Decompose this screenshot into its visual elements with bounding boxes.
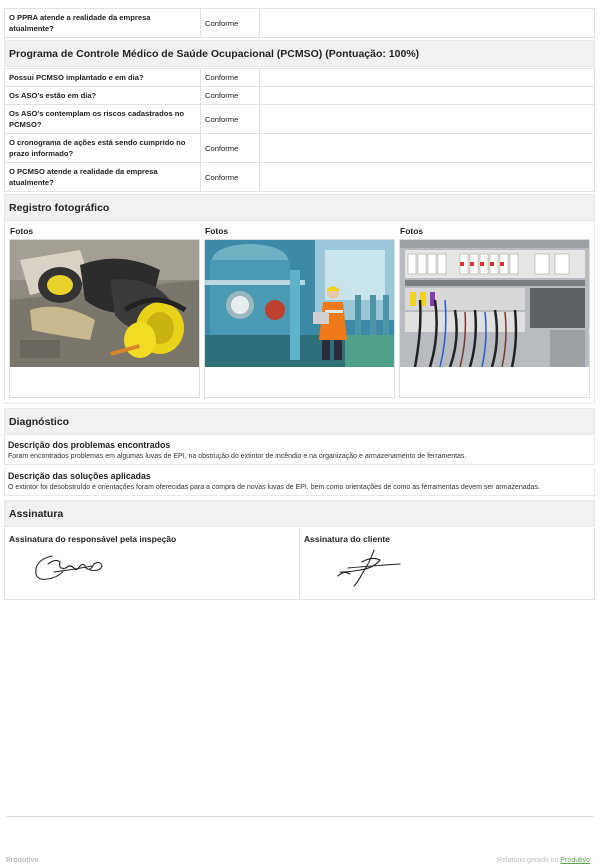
photo-card	[9, 225, 200, 398]
answer-text: Conforme	[201, 105, 260, 134]
responsible-signature-label: Assinatura do responsável pela inspeção	[9, 534, 177, 544]
photo-gallery	[4, 221, 595, 404]
problems-text: Foram encontrados problemas em algumas luvas de EPI, na obstrução do extintor de incêndio e na organização e armazenamento de ferramentas.	[8, 453, 467, 460]
photo-card	[204, 225, 395, 398]
client-signature-label: Assinatura do cliente	[304, 534, 390, 544]
question-text: O cronograma de ações está sendo cumprido no prazo informado?	[5, 134, 201, 163]
table-row	[5, 69, 595, 87]
photo-card	[399, 225, 590, 398]
photo-frame	[9, 239, 200, 398]
footer-credit	[497, 857, 590, 864]
photo-frame	[204, 239, 395, 398]
photo-frame	[399, 239, 590, 398]
report-page	[4, 8, 595, 600]
answer-notes	[260, 163, 595, 192]
diagnostico-section-title: Diagnóstico	[4, 408, 595, 435]
question-text: O PPRA atende a realidade da empresa atualmente?	[5, 9, 201, 38]
responsible-signature-cell	[5, 528, 299, 599]
problems-title: Descrição dos problemas encontrados	[8, 440, 171, 450]
pcmso-section-title: Programa de Controle Médico de Saúde Ocupacional (PCMSO) (Pontuação: 100%)	[4, 40, 595, 67]
table-row	[5, 163, 595, 192]
problems-block	[4, 436, 595, 465]
responsible-signature-image	[30, 550, 110, 586]
ppra-table	[4, 8, 595, 38]
answer-notes	[260, 105, 595, 134]
photo-label: Fotos	[205, 226, 229, 236]
table-row	[5, 134, 595, 163]
answer-text: Conforme	[201, 69, 260, 87]
table-row	[5, 87, 595, 105]
answer-notes	[260, 69, 595, 87]
answer-notes	[260, 9, 595, 38]
solutions-text: O extintor foi desobstruído e orientações foram oferecidas para a compra de novas luvas de EPI, bem como orientações de como as ferramentas devem ser armazenadas.	[8, 484, 540, 491]
answer-notes	[260, 87, 595, 105]
question-text: O PCMSO atende a realidade da empresa atualmente?	[5, 163, 201, 192]
answer-text: Conforme	[201, 9, 260, 38]
question-text: Os ASO's contemplam os riscos cadastrados no PCMSO?	[5, 105, 201, 134]
answer-text: Conforme	[201, 134, 260, 163]
footer-divider	[6, 816, 594, 817]
table-row	[5, 9, 595, 38]
footer-produtivo-link[interactable]: Produtivo	[560, 857, 590, 864]
answer-notes	[260, 134, 595, 163]
industrial-worker-photo[interactable]	[205, 240, 394, 367]
solutions-title: Descrição das soluções aplicadas	[8, 471, 151, 481]
table-row	[5, 105, 595, 134]
signature-row	[4, 528, 595, 600]
footer-credit-text: Relatório gerado no	[496, 857, 561, 864]
ppe-equipment-photo[interactable]	[10, 240, 199, 367]
question-text: Possui PCMSO implantado e em dia?	[5, 69, 201, 87]
photo-label: Fotos	[10, 226, 34, 236]
answer-text: Conforme	[201, 87, 260, 105]
client-signature-cell	[299, 528, 594, 599]
question-text: Os ASO's estão em dia?	[5, 87, 201, 105]
electrical-panel-photo[interactable]	[400, 240, 589, 367]
footer-brand: Produtivo	[6, 857, 39, 864]
solutions-block	[4, 467, 595, 496]
client-signature-image	[330, 548, 410, 588]
assinatura-section-title: Assinatura	[4, 500, 595, 527]
photos-section-title: Registro fotográfico	[4, 194, 595, 221]
pcmso-table	[4, 68, 595, 192]
photo-label: Fotos	[400, 226, 424, 236]
answer-text: Conforme	[201, 163, 260, 192]
